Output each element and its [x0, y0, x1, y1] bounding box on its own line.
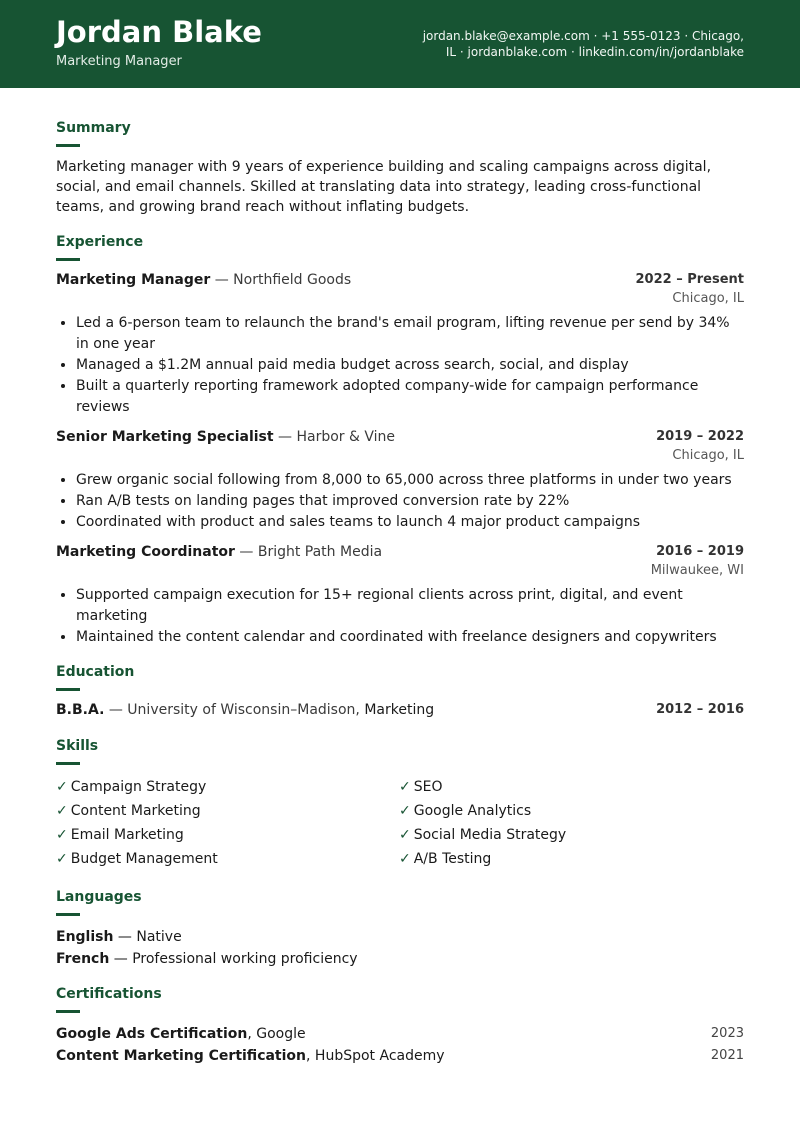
job-header [56, 543, 744, 561]
candidate-role: Marketing Manager [56, 54, 182, 69]
check-icon: ✓ [399, 827, 411, 843]
skills-grid [56, 775, 744, 871]
skill-label: Budget Management [70, 851, 218, 867]
skill-item [399, 775, 742, 799]
certification-issuer: , Google [247, 1026, 306, 1042]
list-item: • Managed a $1.2M annual paid media budget across search, social, and display [76, 355, 744, 376]
check-icon: ✓ [56, 803, 68, 819]
language-name: English [56, 929, 114, 945]
section-divider [56, 688, 80, 691]
certification-item [56, 1045, 744, 1067]
job-location: Chicago, IL [672, 448, 744, 463]
skill-item [56, 823, 399, 847]
job-dates: 2019 – 2022 [656, 429, 744, 444]
section-divider [56, 913, 80, 916]
job-location: Milwaukee, WI [650, 563, 744, 578]
section-divider [56, 144, 80, 147]
job-company: — Northfield Goods [214, 272, 352, 288]
education-section [56, 664, 744, 719]
section-title: Education [56, 664, 135, 680]
list-item: • Led a 6-person team to relaunch the brand's email program, lifting revenue per send by 34% in one year [76, 313, 744, 355]
job-header [56, 428, 744, 446]
check-icon: ✓ [399, 851, 411, 867]
contact-line: jordan.blake@example.com · +1 555-0123 · Chicago, [422, 29, 744, 43]
check-icon: ✓ [399, 803, 411, 819]
skill-label: Campaign Strategy [70, 779, 207, 795]
skills-section [56, 738, 744, 871]
list-item: • Coordinated with product and sales teams to launch 4 major product campaigns [76, 512, 744, 533]
language-item [56, 948, 744, 970]
education-dates: 2012 – 2016 [656, 702, 744, 717]
skill-label: A/B Testing [413, 851, 492, 867]
section-title: Experience [56, 234, 144, 250]
experience-section [56, 234, 744, 648]
skill-item [399, 847, 742, 871]
section-title: Languages [56, 889, 142, 905]
check-icon: ✓ [399, 779, 411, 795]
section-title: Skills [56, 738, 99, 754]
job-dates: 2022 – Present [635, 272, 744, 287]
certifications-section [56, 986, 744, 1067]
job-title: Senior Marketing Specialist [56, 429, 274, 445]
job-entry [56, 271, 744, 418]
job-header [56, 271, 744, 289]
language-item [56, 926, 744, 948]
job-title: Marketing Manager [56, 272, 211, 288]
certification-year: 2023 [710, 1026, 744, 1041]
degree: B.B.A. [56, 702, 105, 718]
certification-year: 2021 [710, 1048, 744, 1063]
candidate-name: Jordan Blake [56, 15, 262, 49]
job-company: — Harbor & Vine [278, 429, 396, 445]
certification-name: Google Ads Certification [56, 1026, 248, 1042]
education-entry [56, 701, 744, 719]
job-bullets [56, 313, 744, 418]
skill-item [56, 799, 399, 823]
school: — University of Wisconsin–Madison, [108, 702, 360, 718]
job-title: Marketing Coordinator [56, 544, 235, 560]
job-bullets [56, 470, 744, 533]
certification-name: Content Marketing Certification [56, 1048, 307, 1064]
job-entry [56, 428, 744, 533]
skill-label: Google Analytics [413, 803, 532, 819]
check-icon: ✓ [56, 851, 68, 867]
field-of-study: Marketing [364, 702, 435, 718]
resume-body [0, 120, 800, 1067]
header-identity [56, 14, 262, 88]
skill-label: SEO [413, 779, 443, 795]
certification-item [56, 1023, 744, 1045]
language-level: — Native [117, 929, 182, 945]
skill-item [56, 775, 399, 799]
list-item: • Maintained the content calendar and coordinated with freelance designers and copywriters [76, 627, 744, 648]
skill-item [56, 847, 399, 871]
check-icon: ✓ [56, 827, 68, 843]
summary-text: Marketing manager with 9 years of experience building and scaling campaigns across digital, social, and email channels. Skilled at translating data into strategy, leading cross-functional teams, and growing brand reach without inflating budgets. [56, 159, 712, 215]
job-location: Chicago, IL [672, 291, 744, 306]
certification-issuer: , HubSpot Academy [306, 1048, 445, 1064]
summary-section [56, 120, 744, 217]
skill-item [399, 799, 742, 823]
job-entry [56, 543, 744, 648]
list-item: • Built a quarterly reporting framework adopted company-wide for campaign performance reviews [76, 376, 744, 418]
section-divider [56, 258, 80, 261]
section-divider [56, 1010, 80, 1013]
section-title: Certifications [56, 986, 162, 1002]
resume-header [0, 0, 800, 88]
check-icon: ✓ [56, 779, 68, 795]
language-level: — Professional working proficiency [113, 951, 358, 967]
list-item: • Ran A/B tests on landing pages that improved conversion rate by 22% [76, 491, 744, 512]
list-item: • Grew organic social following from 8,000 to 65,000 across three platforms in under two years [76, 470, 744, 491]
skill-label: Content Marketing [70, 803, 201, 819]
section-divider [56, 762, 80, 765]
job-dates: 2016 – 2019 [656, 544, 744, 559]
language-name: French [56, 951, 110, 967]
skill-item [399, 823, 742, 847]
job-company: — Bright Path Media [239, 544, 383, 560]
skill-label: Email Marketing [70, 827, 184, 843]
contact-info [414, 28, 744, 88]
job-bullets [56, 585, 744, 648]
contact-line: IL · jordanblake.com · linkedin.com/in/jordanblake [445, 45, 744, 59]
list-item: • Supported campaign execution for 15+ regional clients across print, digital, and event marketing [76, 585, 744, 627]
skill-label: Social Media Strategy [413, 827, 567, 843]
section-title: Summary [56, 120, 131, 136]
languages-section [56, 889, 744, 970]
